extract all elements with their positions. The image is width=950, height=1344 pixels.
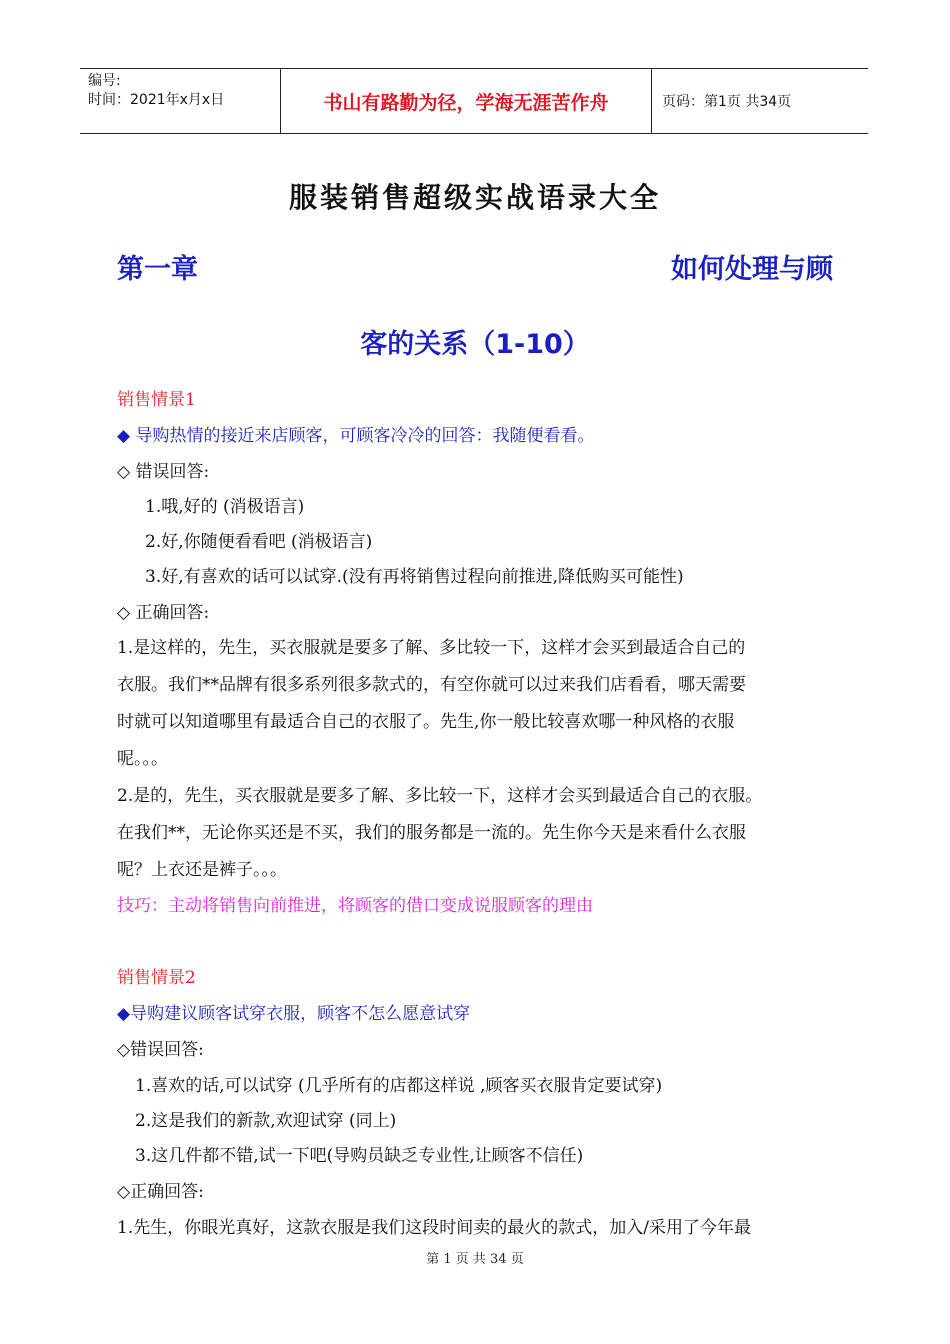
- chapter-heading-part2: 客的关系（1-10）: [360, 329, 590, 360]
- time-label: 时间：2021年x月x日: [88, 92, 225, 108]
- header-meta-cell: [80, 69, 280, 133]
- header-motto-cell: [280, 69, 652, 133]
- body-line: 2.这是我们的新款,欢迎试穿 (同上): [135, 1111, 397, 1131]
- body-line: 在我们**，无论你买还是不买，我们的服务都是一流的。先生你今天是来看什么衣服: [117, 823, 746, 843]
- header-page-cell: [652, 69, 868, 133]
- body-line: ◇ 错误回答:: [117, 462, 210, 482]
- body-line: 2.是的，先生，买衣服就是要多了解、多比较一下，这样才会买到最适合自己的衣服。: [117, 786, 763, 806]
- body-line: ◇ 正确回答:: [117, 603, 210, 623]
- document-title: 服装销售超级实战语录大全: [288, 181, 661, 214]
- body-line: 衣服。我们**品牌有很多系列很多款式的，有空你就可以过来我们店看看，哪天需要: [117, 675, 746, 695]
- body-line: 销售情景1: [117, 390, 196, 410]
- body-line: 呢。。。: [117, 749, 168, 769]
- motto: 书山有路勤为径，学海无涯苦作舟: [323, 91, 609, 114]
- body-line: ◆ 导购热情的接近来店顾客，可顾客冷冷的回答：我随便看看。: [117, 426, 595, 446]
- body-line: ◇正确回答:: [117, 1182, 204, 1202]
- body-line: 销售情景2: [117, 968, 196, 988]
- body-line: 1.喜欢的话,可以试穿 (几乎所有的店都这样说 ,顾客买衣服肯定要试穿): [135, 1076, 663, 1096]
- body-line: ◆导购建议顾客试穿衣服，顾客不怎么愿意试穿: [117, 1004, 471, 1024]
- body-line: 3.好,有喜欢的话可以试穿.(没有再将销售过程向前推进,降低购买可能性): [145, 567, 684, 587]
- number-label: 编号:: [88, 73, 121, 89]
- header-table: [80, 68, 868, 134]
- body-line: 1.先生，你眼光真好，这款衣服是我们这段时间卖的最火的款式，加入/采用了今年最: [117, 1218, 751, 1238]
- chapter-label: 第一章: [117, 254, 198, 285]
- body-line: ◇错误回答:: [117, 1040, 204, 1060]
- page-footer: 第 1 页 共 34 页: [426, 1252, 524, 1267]
- body-line: 技巧：主动将销售向前推进，将顾客的借口变成说服顾客的理由: [117, 896, 593, 916]
- chapter-heading: [117, 247, 833, 286]
- body-line: 1.哦,好的 (消极语言): [145, 497, 305, 517]
- body-line: 2.好,你随便看看吧 (消极语言): [145, 532, 373, 552]
- body-line: 时就可以知道哪里有最适合自己的衣服了。先生,你一般比较喜欢哪一种风格的衣服: [117, 712, 735, 732]
- body-line: 呢？上衣还是裤子。。。: [117, 860, 287, 880]
- page-info: 页码：第1页 共34页: [662, 94, 792, 110]
- body-line: 3.这几件都不错,试一下吧(导购员缺乏专业性,让顾客不信任): [135, 1146, 584, 1166]
- chapter-heading-part1: 如何处理与顾: [671, 254, 833, 285]
- body-line: 1.是这样的，先生，买衣服就是要多了解、多比较一下，这样才会买到最适合自己的: [117, 638, 746, 658]
